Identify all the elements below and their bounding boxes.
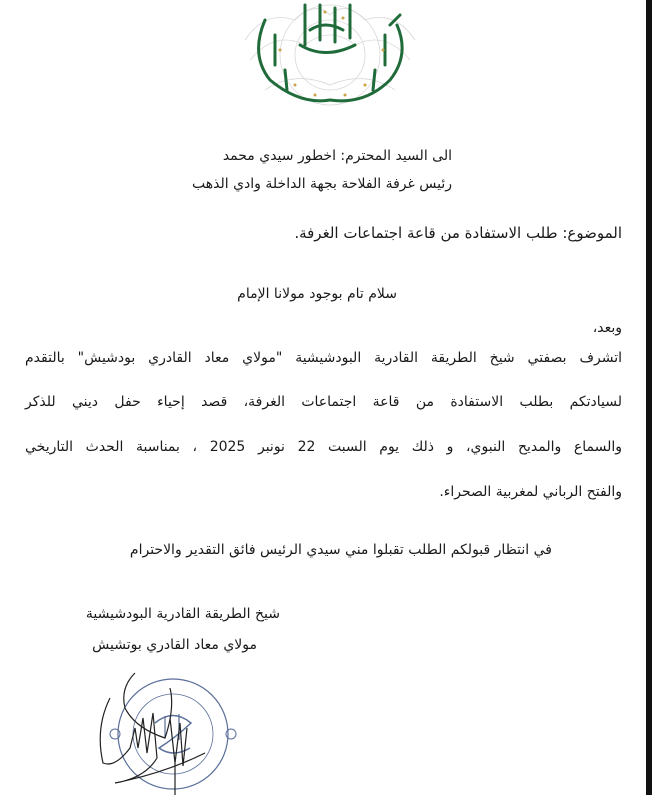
recipient-line-1: الى السيد المحترم: اخطور سيدي محمد [222,148,452,164]
body-line-1: اتشرف بصفتي شيخ الطريقة القادرية البودشيشية "مولاي معاد القادري بودشيش" بالتقدم [25,350,622,366]
stamp-and-signature [75,668,245,795]
recipient-line-2: رئيس غرفة الفلاحة بجهة الداخلة وادي الذهب [192,176,452,192]
greeting-line: سلام تام بوجود مولانا الإمام [237,286,397,302]
signature-name: مولاي معاد القادري بوتشيش [92,637,257,653]
right-edge-bar [646,0,652,795]
logo-pattern [245,5,415,105]
logo-emblem [225,0,435,120]
closing-line: في انتظار قبولكم الطلب تقبلوا مني سيدي الرئيس فائق التقدير والاحترام [129,542,552,558]
official-stamp [110,679,236,789]
opening-line: وبعد، [592,320,622,336]
body-line-4: والفتح الرباني لمغربية الصحراء. [439,484,622,500]
subject-line: الموضوع: طلب الاستفادة من قاعة اجتماعات الغرفة. [294,224,622,242]
body-line-2: لسيادتكم بطلب الاستفادة من قاعة اجتماعات الغرفة، قصد إحياء حفل ديني للذكر [25,394,622,410]
signature-title: شيخ الطريقة القادرية البودشيشية [85,606,280,622]
handwritten-signature [100,673,205,795]
body-line-3: والسماع والمديح النبوي، و ذلك يوم السبت 22 نونبر 2025 ، بمناسبة الحدث التاريخي [25,439,622,455]
